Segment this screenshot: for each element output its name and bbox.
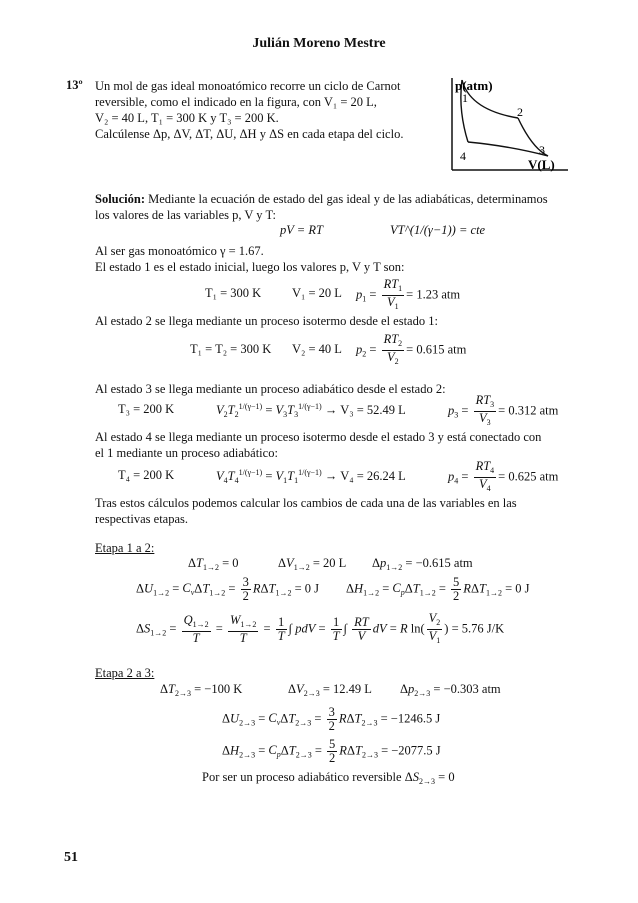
state2-p-value: = 0.615 atm bbox=[406, 342, 467, 357]
state3-p-value: = 0.312 atm bbox=[498, 403, 559, 418]
page-header: Julián Moreno Mestre bbox=[252, 36, 386, 51]
stage12-dp-value: = −0.615 atm bbox=[405, 556, 473, 570]
state1-intro: El estado 1 es el estado inicial, luego los valores p, V y T son: bbox=[95, 260, 405, 274]
stage12-title: Etapa 1 a 2: bbox=[95, 541, 155, 555]
state4-intro-line-1: Al estado 4 se llega mediante un proceso isotermo desde el estado 3 y está conectado con bbox=[95, 430, 542, 444]
stage12-dV: $\Delta V_{1\to 2} = 20$ L bbox=[278, 556, 347, 572]
point-label-1: 1 bbox=[462, 91, 468, 105]
problem-line-4: Calcúlense Δp, ΔV, ΔT, ΔU, ΔH y ΔS en cada etapa del ciclo. bbox=[95, 127, 404, 141]
state4-V: $V_4T_4^{1/(\gamma-1)} = V_1T_1^{1/(\gamma-1)} \to V_4 = 26.24$ L bbox=[216, 468, 406, 485]
stage23-dH-value: = −2077.5 J bbox=[381, 743, 441, 758]
point-label-4: 4 bbox=[460, 149, 466, 163]
stage23-dH: $\Delta H_{2\to 3} = C_p\Delta T_{2\to 3}$ = $\frac{5}{2}$ $R\Delta T_{2\to 3} = -2077.5$ J bbox=[222, 737, 441, 765]
adiabatic-equation: VT^(1/(γ−1)) = cte bbox=[390, 223, 486, 237]
after-line-2: respectivas etapas. bbox=[95, 512, 189, 526]
state4-p-value: = 0.625 atm bbox=[498, 469, 559, 484]
stage12-dU: $\Delta U_{1\to 2} = C_v\Delta T_{1\to 2}$ = $\frac{3}{2}$ $R\Delta T_{1\to 2} = 0$ J bbox=[136, 575, 320, 603]
state4-T: T₄ = 200 K bbox=[118, 468, 175, 482]
state3-intro: Al estado 3 se llega mediante un proceso adiabático desde el estado 2: bbox=[95, 382, 446, 396]
stage12-dS: $\Delta S_{1\to 2}$ = $\frac{Q_{1\to 2}}{T}$ = $\frac{W_{1\to 2}}{T}$ = $\frac{1}{T}$ ∫ pdV = $\frac{1}{T}$ ∫ $\frac{RT}{V}$ dV = R ln( $\frac{V_2}{V_1}$ ) = 5.76 J/K bbox=[136, 611, 505, 645]
page-number: 51 bbox=[64, 850, 78, 865]
state3-p: $p_3$ = $\frac{RT_3}{V_3}$ = 0.312 atm bbox=[448, 393, 559, 427]
state1-T: T₁ = 300 K bbox=[205, 286, 262, 300]
solution-intro-text: Mediante la ecuación de estado del gas ideal y de las adiabáticas, determinamos bbox=[145, 192, 548, 206]
stage23-dp: $\Delta p_{2\to 3} = -0.303$ atm bbox=[400, 682, 501, 698]
stage23-dS: Por ser un proceso adiabático reversible $\Delta S_{2\to 3} = 0$ bbox=[202, 770, 455, 786]
stage23-dT: $\Delta T_{2\to 3} = -100$ K bbox=[160, 682, 243, 698]
stage23-dV-value: = 12.49 L bbox=[322, 682, 372, 696]
problem-number: 13º bbox=[66, 78, 83, 92]
stage12-dp: $\Delta p_{1\to 2} = -0.615$ atm bbox=[372, 556, 473, 572]
stage23-dp-value: = −0.303 atm bbox=[433, 682, 501, 696]
state3-V-value: → V₃ = 52.49 L bbox=[324, 403, 406, 417]
state2-p: $p_2$ = $\frac{RT_2}{V_2}$ = 0.615 atm bbox=[356, 332, 467, 366]
solution-intro-line-2: los valores de las variables p, V y T: bbox=[95, 208, 276, 222]
point-label-2: 2 bbox=[517, 105, 523, 119]
state3-V: $V_2T_2^{1/(\gamma-1)} = V_3T_3^{1/(\gamma-1)} \to V_3 = 52.49$ L bbox=[216, 402, 406, 419]
state3-T: T₃ = 200 K bbox=[118, 402, 175, 416]
stage12-dU-value: = 0 J bbox=[294, 581, 320, 596]
state1-p: $p_1$ = $\frac{RT_1}{V_1}$ = 1.23 atm bbox=[356, 277, 461, 311]
problem-line-1: Un mol de gas ideal monoatómico recorre un ciclo de Carnot bbox=[95, 79, 401, 93]
ideal-gas-equation: pV = RT bbox=[280, 223, 323, 237]
stage12-dS-value: = 5.76 J/K bbox=[451, 621, 505, 636]
stage12-dH-value: = 0 J bbox=[505, 581, 530, 596]
stage23-dV: $\Delta V_{2\to 3} = 12.49$ L bbox=[288, 682, 372, 698]
stage12-dH: $\Delta H_{1\to 2} = C_p\Delta T_{1\to 2}$ = $\frac{5}{2}$ $R\Delta T_{1\to 2} = 0$ J bbox=[346, 575, 530, 603]
gamma-line: Al ser gas monoatómico γ = 1.67. bbox=[95, 244, 264, 258]
state1-p-value: = 1.23 atm bbox=[406, 287, 461, 302]
state4-intro-line-2: el 1 mediante un proceso adiabático: bbox=[95, 446, 278, 460]
stage23-dU: $\Delta U_{2\to 3} = C_v\Delta T_{2\to 3}$ = $\frac{3}{2}$ $R\Delta T_{2\to 3} = -1246.5$ J bbox=[222, 705, 441, 733]
solution-label: Solución: bbox=[95, 192, 146, 206]
y-axis-label: p(atm) bbox=[455, 78, 493, 93]
state1-V: V₁ = 20 L bbox=[292, 286, 342, 300]
stage12-dV-value: = 20 L bbox=[312, 556, 347, 570]
state2-T: T₁ = T₂ = 300 K bbox=[190, 342, 272, 356]
stage12-dT-value: = 0 bbox=[222, 556, 239, 570]
point-label-3: 3 bbox=[539, 143, 545, 157]
solution-intro-line-1 bbox=[95, 191, 548, 208]
problem-line-2: reversible, como el indicado en la figura, con V₁ = 20 L, bbox=[95, 95, 377, 109]
carnot-cycle-figure bbox=[440, 70, 575, 185]
stage12-dT: $\Delta T_{1\to 2} = 0$ bbox=[188, 556, 239, 572]
stage23-dS-value: = 0 bbox=[438, 770, 455, 784]
problem-line-3: V₂ = 40 L, T₁ = 300 K y T₃ = 200 K. bbox=[95, 111, 279, 125]
state4-V-value: → V₄ = 26.24 L bbox=[324, 469, 406, 483]
x-axis-label: V(L) bbox=[528, 157, 555, 172]
state2-intro: Al estado 2 se llega mediante un proceso isotermo desde el estado 1: bbox=[95, 314, 438, 328]
stage23-dU-value: = −1246.5 J bbox=[380, 711, 441, 726]
after-line-1: Tras estos cálculos podemos calcular los cambios de cada una de las variables en las bbox=[95, 496, 517, 510]
state2-V: V₂ = 40 L bbox=[292, 342, 342, 356]
state4-p: $p_4$ = $\frac{RT_4}{V_4}$ = 0.625 atm bbox=[448, 459, 559, 493]
stage23-dT-value: = −100 K bbox=[194, 682, 243, 696]
stage23-dS-text: Por ser un proceso adiabático reversible bbox=[202, 770, 402, 784]
stage23-title: Etapa 2 a 3: bbox=[95, 666, 155, 680]
